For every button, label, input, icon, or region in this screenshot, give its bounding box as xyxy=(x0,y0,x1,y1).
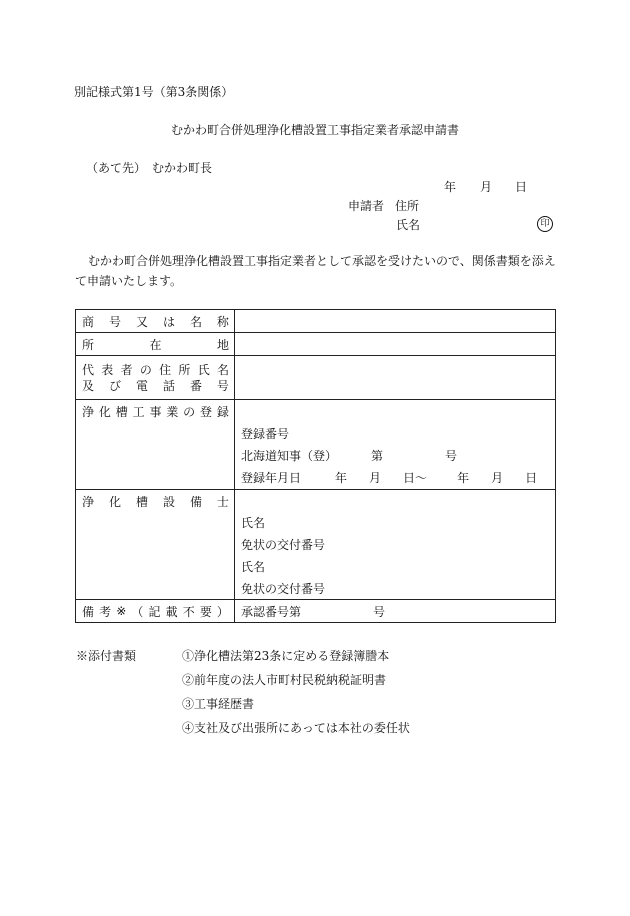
reg-day2-label: 日 xyxy=(525,470,538,485)
attachments-label: ※添付書類 xyxy=(76,649,137,663)
registration-number-row xyxy=(235,422,555,444)
trade-name-value-cell[interactable] xyxy=(235,310,556,333)
table-row-representative xyxy=(76,356,556,400)
approval-go-label: 号 xyxy=(373,604,386,619)
table-row-registration xyxy=(76,400,556,490)
attachment-item: ③工事経歴書 xyxy=(182,697,255,711)
representative-label-line1: 代 表 者 の 住 所 氏 名 xyxy=(82,362,229,377)
technician-label: 浄 化 槽 設 備 士 xyxy=(82,494,229,509)
applicant-label: 申請者 xyxy=(348,199,385,213)
registration-date-row xyxy=(235,466,555,488)
approval-number-label: 承認番号第 xyxy=(241,604,302,619)
date-day-label: 日 xyxy=(515,180,528,194)
remarks-label: 備 考 ※ （ 記 載 不 要 ） xyxy=(82,604,229,619)
table-row-trade-name xyxy=(76,310,556,333)
registration-governor-row xyxy=(235,444,555,466)
registration-label: 浄 化 槽 工 事 業 の 登 録 xyxy=(82,404,229,419)
date-month-label: 月 xyxy=(480,180,493,194)
attachment-item: ①浄化槽法第23条に定める登録簿謄本 xyxy=(182,649,390,663)
governor-label: 北海道知事（登） xyxy=(241,448,338,463)
representative-value-cell[interactable] xyxy=(235,356,556,400)
attachment-item: ④支社及び出張所にあっては本社の委任状 xyxy=(182,721,410,735)
registration-label-cell xyxy=(76,400,235,490)
reg-year2-label: 年 xyxy=(457,470,470,485)
application-table xyxy=(75,309,556,623)
applicant-address-label: 住所 xyxy=(395,199,420,213)
remarks-value-cell xyxy=(235,600,556,623)
intro-text-line2: て申請いたします。 xyxy=(75,274,183,288)
addressee: （あて先） むかわ町長 xyxy=(86,161,213,175)
reg-month2-label: 月 xyxy=(491,470,504,485)
dai-label: 第 xyxy=(371,448,384,463)
table-row-location xyxy=(76,333,556,356)
registration-value-cell xyxy=(235,400,556,490)
location-label-cell xyxy=(76,333,235,356)
representative-label-cell xyxy=(76,356,235,400)
form-number: 別記様式第1号（第3条関係） xyxy=(74,85,234,99)
registration-number-label: 登録番号 xyxy=(241,426,290,441)
trade-name-label-cell xyxy=(76,310,235,333)
approval-number-row xyxy=(235,600,555,622)
reg-day-from-label: 日～ xyxy=(403,470,428,485)
location-label: 所 在 地 xyxy=(82,337,229,352)
attachment-item: ②前年度の法人市町村民税納税証明書 xyxy=(182,673,387,687)
applicant-name-label: 氏名 xyxy=(396,218,421,232)
technician-value-cell xyxy=(235,490,556,600)
technician-name2: 氏名 xyxy=(241,559,266,574)
seal-mark: 印 xyxy=(537,216,553,232)
table-row-technician xyxy=(76,490,556,600)
remarks-label-cell xyxy=(76,600,235,623)
table-row-remarks xyxy=(76,600,556,623)
location-value-cell[interactable] xyxy=(235,333,556,356)
document-title: むかわ町合併処理浄化槽設置工事指定業者承認申請書 xyxy=(170,123,459,137)
representative-label-line2: 及 び 電 話 番 号 xyxy=(82,378,229,393)
technician-name1: 氏名 xyxy=(241,515,266,530)
date-year-label: 年 xyxy=(444,180,457,194)
trade-name-label: 商 号 又 は 名 称 xyxy=(82,314,229,329)
go-label: 号 xyxy=(445,448,458,463)
registration-date-label: 登録年月日 xyxy=(241,470,302,485)
intro-text-line1: むかわ町合併処理浄化槽設置工事指定業者として承認を受けたいので、関係書類を添え xyxy=(88,254,556,268)
technician-label-cell xyxy=(76,490,235,600)
technician-license2: 免状の交付番号 xyxy=(241,581,326,596)
reg-year-label: 年 xyxy=(335,470,348,485)
reg-month-label: 月 xyxy=(369,470,382,485)
technician-license1: 免状の交付番号 xyxy=(241,537,326,552)
